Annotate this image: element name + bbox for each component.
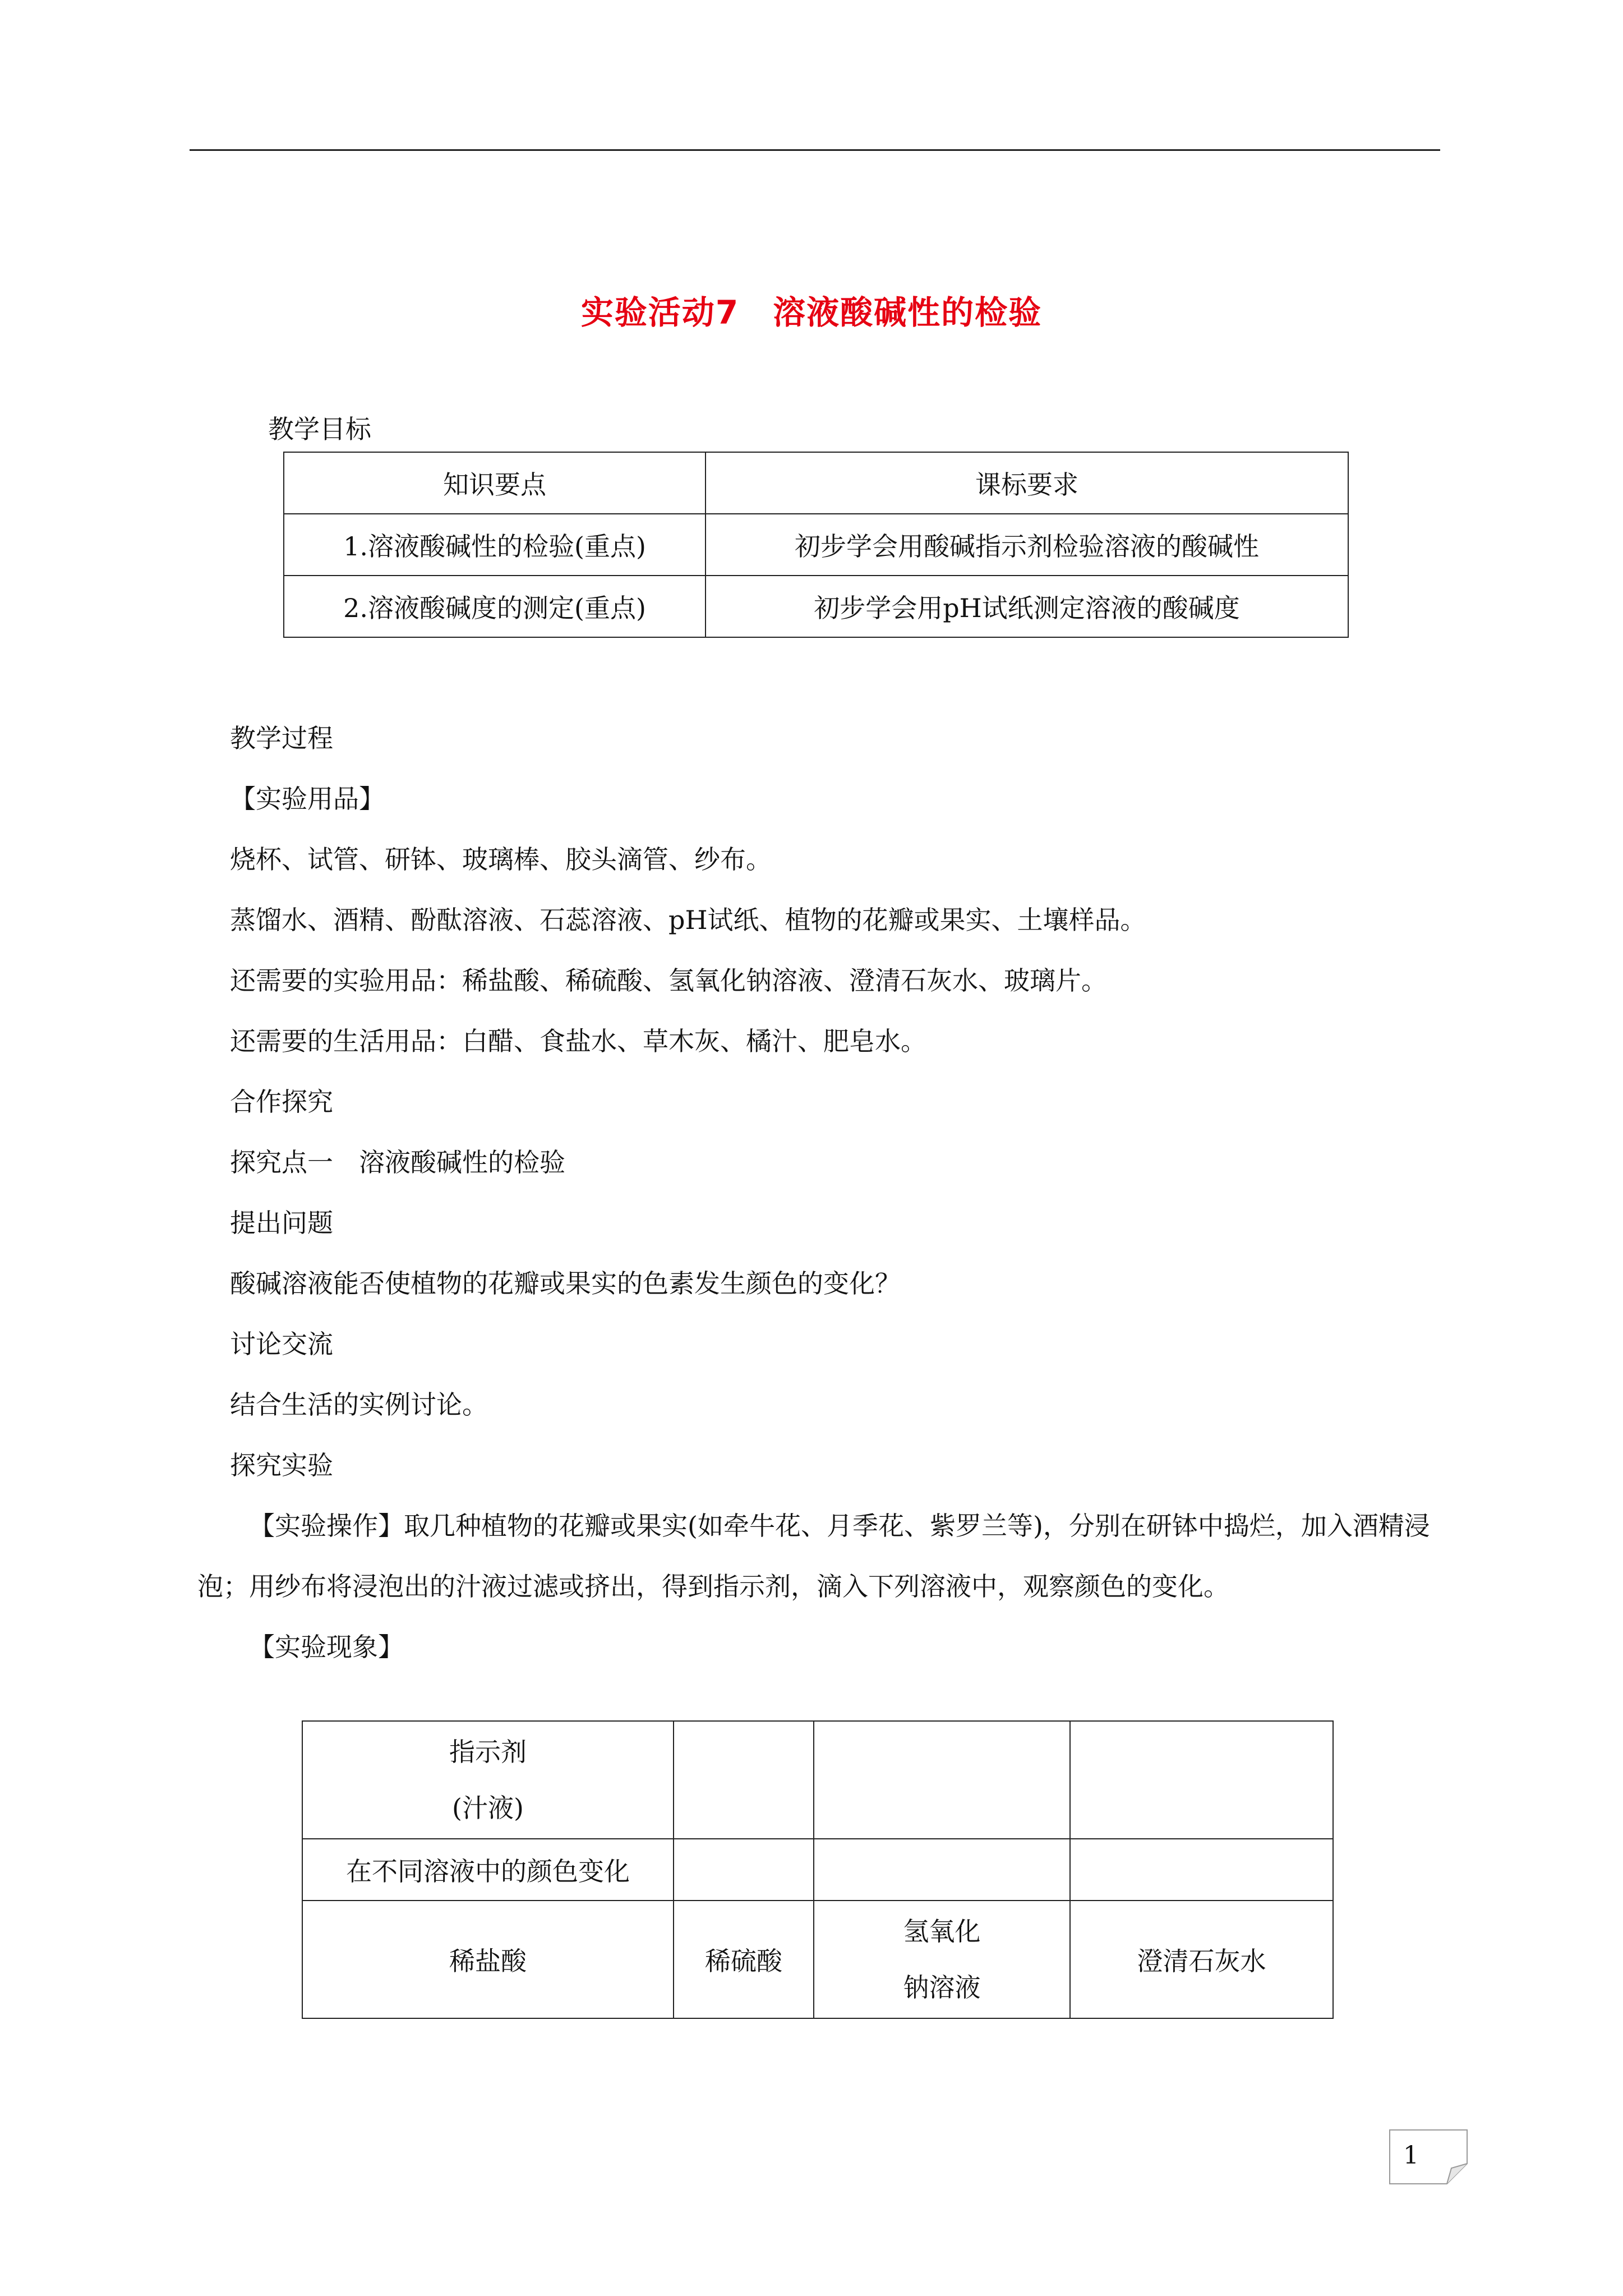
column-header-knowledge: 知识要点 [284, 452, 706, 514]
table-cell: 初步学会用酸碱指示剂检验溶液的酸碱性 [706, 514, 1348, 576]
operation-paragraph [197, 1496, 1437, 1617]
phenomenon-heading: 【实验现象】 [249, 1632, 404, 1662]
text-line: 探究实验 [230, 1450, 333, 1480]
materials-heading: 【实验用品】 [230, 784, 385, 814]
text-line: 探究点一 溶液酸碱性的检验 [230, 1147, 565, 1177]
table-cell [1070, 1721, 1333, 1839]
table-cell [1070, 1839, 1333, 1901]
solution-label-line: 钠溶液 [903, 1972, 981, 2003]
solution-cell [814, 1901, 1070, 2018]
table-cell: 1.溶液酸碱性的检验(重点) [284, 514, 706, 576]
indicator-label: 指示剂 [449, 1737, 527, 1767]
text-line: 合作探究 [230, 1087, 333, 1117]
operation-label: 【实验操作】 [249, 1511, 404, 1541]
solution-label-line: 氢氧化 [903, 1916, 981, 1947]
table-header-row [284, 452, 1348, 514]
page-number: 1 [1403, 2141, 1419, 2170]
solution-cell: 稀硫酸 [674, 1901, 814, 2018]
table-cell [814, 1839, 1070, 1901]
text-line: 还需要的实验用品：稀盐酸、稀硫酸、氢氧化钠溶液、澄清石灰水、玻璃片。 [230, 965, 1107, 996]
table-row [302, 1839, 1333, 1901]
table-row [284, 576, 1348, 637]
text-line: 还需要的生活用品：白醋、食盐水、草木灰、橘汁、肥皂水。 [230, 1026, 926, 1056]
header-rule [190, 149, 1440, 151]
objectives-heading: 教学目标 [268, 414, 371, 444]
page-number-badge [1389, 2129, 1468, 2185]
process-section [197, 708, 1437, 1677]
table-cell [814, 1721, 1070, 1839]
phenomenon-table [302, 1720, 1334, 2019]
text-line: 酸碱溶液能否使植物的花瓣或果实的色素发生颜色的变化？ [230, 1268, 901, 1299]
table-cell: 初步学会用pH试纸测定溶液的酸碱度 [706, 576, 1348, 637]
process-heading: 教学过程 [230, 723, 333, 753]
objectives-table [283, 452, 1349, 638]
table-cell [674, 1721, 814, 1839]
table-cell [674, 1839, 814, 1901]
text-line: 蒸馏水、酒精、酚酞溶液、石蕊溶液、pH试纸、植物的花瓣或果实、土壤样品。 [230, 905, 1146, 935]
operation-text: 取几种植物的花瓣或果实(如牵牛花、月季花、紫罗兰等)，分别在研钵中捣烂，加入酒精浸泡；用纱布将浸泡出的汁液过滤或挤出，得到指示剂，滴入下列溶液中，观察颜色的变化。 [197, 1511, 1430, 1602]
text-line: 提出问题 [230, 1208, 333, 1238]
text-line: 烧杯、试管、研钵、玻璃棒、胶头滴管、纱布。 [230, 844, 772, 875]
indicator-sublabel: (汁液) [452, 1793, 524, 1823]
solution-cell: 澄清石灰水 [1070, 1901, 1333, 2018]
page-title: 实验活动7 溶液酸碱性的检验 [580, 293, 1043, 332]
table-row [302, 1721, 1333, 1839]
table-row [284, 514, 1348, 576]
color-change-cell: 在不同溶液中的颜色变化 [302, 1839, 674, 1901]
text-line: 讨论交流 [230, 1329, 333, 1359]
column-header-requirement: 课标要求 [706, 452, 1348, 514]
table-cell: 2.溶液酸碱度的测定(重点) [284, 576, 706, 637]
text-line: 结合生活的实例讨论。 [230, 1389, 488, 1420]
solution-cell: 稀盐酸 [302, 1901, 674, 2018]
table-row [302, 1901, 1333, 2018]
indicator-cell [302, 1721, 674, 1839]
